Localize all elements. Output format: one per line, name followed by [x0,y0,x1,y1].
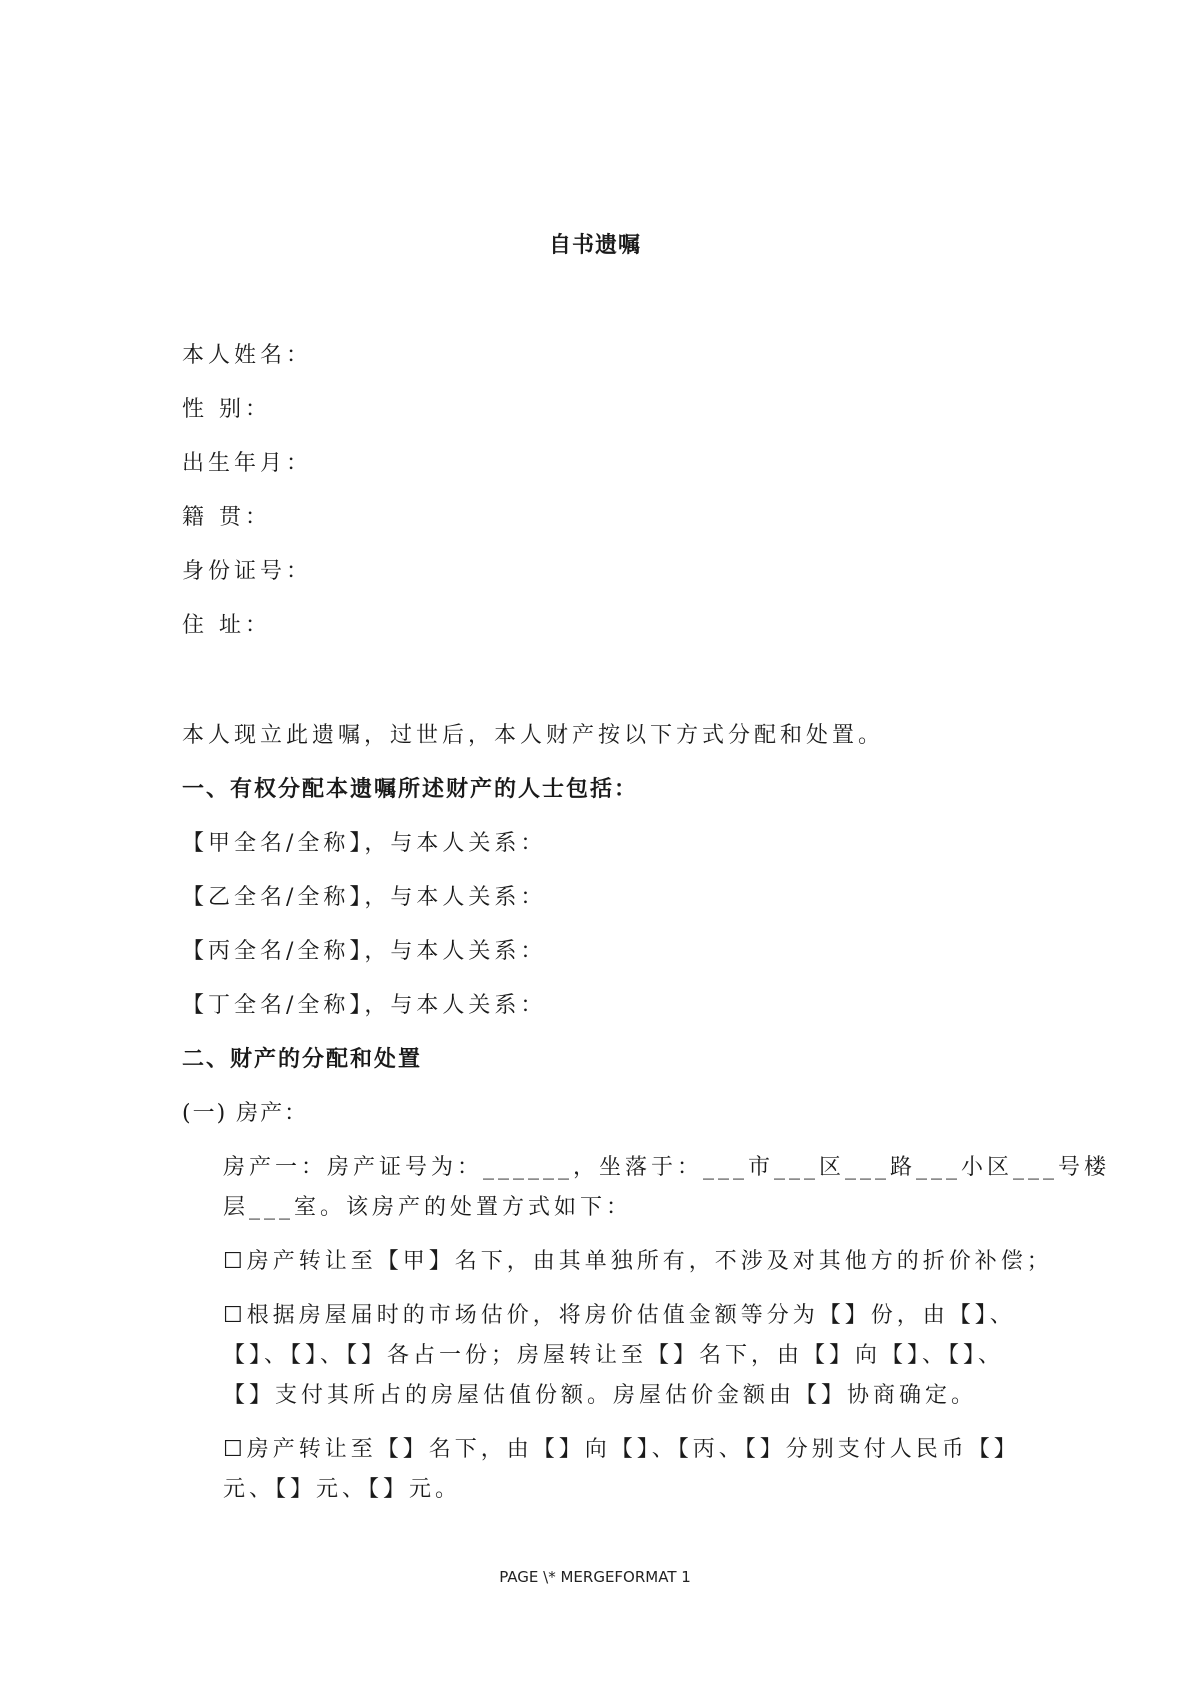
field-gender-label: 性 别： [182,397,271,422]
option-checkbox-2-line: ☐根据房屋届时的市场估价，将房价估值金额等分为【】份，由【】、 [223,1303,1016,1328]
option-checkbox-3-line: 元、【】元、【】元。 [223,1477,462,1502]
intro-paragraph: 本人现立此遗嘱，过世后，本人财产按以下方式分配和处置。 [182,723,885,748]
option-checkbox-1: ☐房产转让至【甲】名下，由其单独所有，不涉及对其他方的折价补偿； [223,1249,1053,1274]
field-address-label: 住 址： [182,613,271,638]
option-checkbox-3-line: ☐房产转让至【】名下，由【】向【】、【丙、【】分别支付人民币【】 [223,1437,1020,1462]
page-number-footer: PAGE \* MERGEFORMAT 1 [499,1568,691,1586]
beneficiary-line: 【乙全名/全称】，与本人关系： [182,885,547,910]
beneficiary-line: 【丙全名/全称】，与本人关系： [182,939,547,964]
field-name-label: 本人姓名： [182,343,313,368]
option-checkbox-2-line: 【】支付其所占的房屋估值份额。房屋估价金额由【】协商确定。 [223,1383,978,1408]
beneficiary-line: 【丁全名/全称】，与本人关系： [182,993,547,1018]
property-description-line: 层___室。该房产的处置方式如下： [223,1195,633,1220]
option-checkbox-2-line: 【】、【】、【】各占一份；房屋转让至【】名下，由【】向【】、【】、 [223,1343,1005,1368]
section-1-heading: 一、有权分配本遗嘱所述财产的人士包括： [182,776,639,802]
property-description-line: 房产一：房产证号为：______，坐落于：___市___区___路___小区___号楼 [223,1155,1111,1180]
document-title: 自书遗嘱 [548,232,641,258]
subsection-property-heading: (一) 房产： [182,1101,309,1126]
field-origin-label: 籍 贯： [182,505,271,530]
field-id-label: 身份证号： [182,559,313,584]
field-birth-label: 出生年月： [182,451,313,476]
section-2-heading: 二、财产的分配和处置 [182,1046,423,1072]
beneficiary-line: 【甲全名/全称】，与本人关系： [182,831,547,856]
